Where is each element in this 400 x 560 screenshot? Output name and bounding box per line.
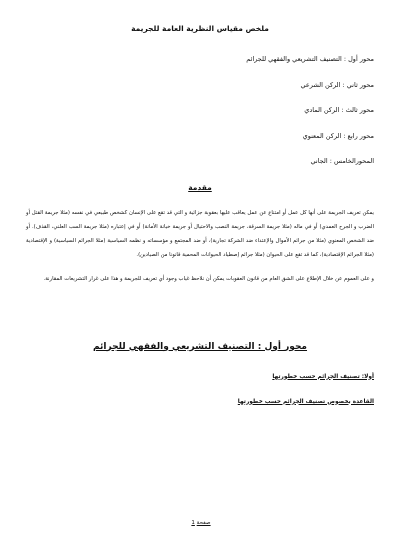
document-title: ملخص مقياس النظرية العامة للجريمة	[131, 24, 269, 33]
axis-item: محور ثاني : الركن الشرعي	[300, 80, 374, 89]
axis-item: محور أول : التصنيف التشريعي والفقهي للجرائم	[246, 55, 374, 63]
axes-list	[26, 55, 374, 166]
page-label: صفحة	[196, 520, 211, 526]
page-number: 1	[191, 520, 195, 526]
axis-item: المحورالخامس : الجاني	[310, 157, 374, 165]
subheading: أولا: تصنيف الجرائم حسب خطورتها	[272, 373, 374, 380]
section-heading: محور أول : التصنيف التشريعي والفقهي للجرائم	[92, 341, 308, 352]
intro-paragraph: و على العموم عن خلال الإطلاع على الشق العام من قانون العقوبات يمكن أن نلاحظ غياب وجود أي تعريف للجريمة و هذا على غرار التشريعات المقارنة.	[43, 275, 374, 282]
axis-item: محور رابع : الركن المعنوي	[302, 131, 374, 140]
intro-heading: مقدمة	[188, 182, 212, 192]
page-footer	[0, 520, 400, 526]
subheading: القاعدة بخصوص تصنيف الجرائم حسب خطورتها	[237, 398, 374, 405]
axis-item: محور ثالث : الركن المادي	[304, 106, 374, 114]
intro-paragraph: يمكن تعريف الجريمة على أنها كل عمل أو امتناع عن عمل يعاقب عليها بعقوبة جزائية و التي قد تقع على الإنسان كشخص طبيعي في نفسه (مثلا جريمة القتل أو الضرب و الجرح العمدي) أو في ماله (مثلا جريمة السرقة، جريمة النصب والاحتيال أو جريمة خيانة الأمانة) أو في إعتباره (مثلا جريمة السب العلني، القذف). أو ضد الشخص المعنوي (مثلا من جرائم الأموال والإعتداء ضد الشركة تجارية)، أو ضد المجتمع و مؤسساته و نظمه السياسية (مثلا الجرائم السياسية) و الإقتصادية (مثلا الجرائم الإقتصادية)، كما قد تقع على الحيوان (مثلا جرائم إصطياد الحيوانات المحمية قانونا من الصيادين).	[26, 209, 374, 258]
